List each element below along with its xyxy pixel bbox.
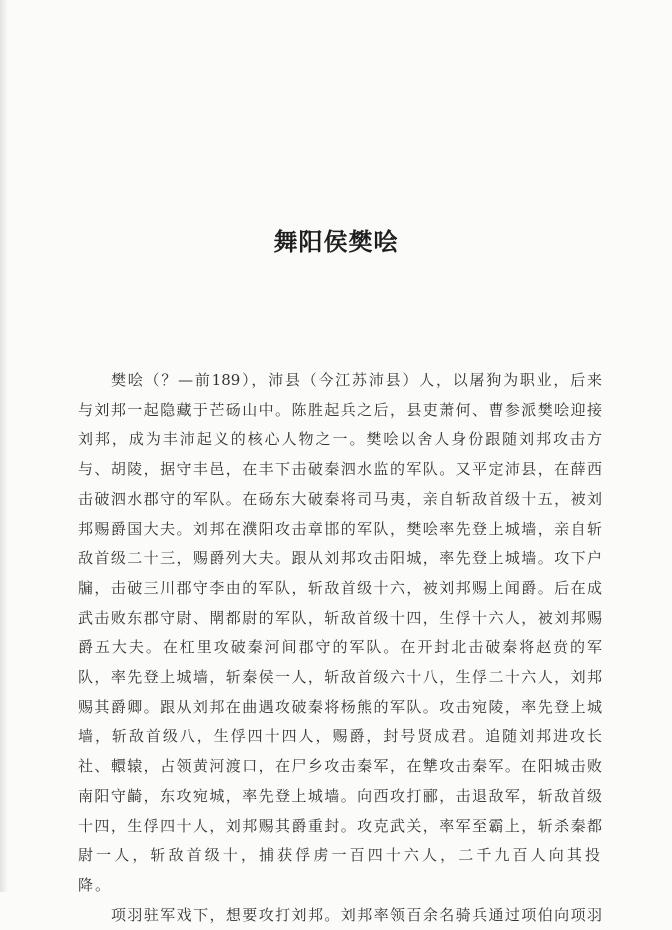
text-line: 与、胡陵，据守丰邑，在丰下击破秦泗水监的军队。又平定沛县，在薛西 xyxy=(78,460,602,479)
text-line: 队，率先登上城墙，斩秦侯一人，斩敌首级六十八，生俘二十六人，刘邦 xyxy=(78,668,602,687)
chapter-title: 舞阳侯樊哙 xyxy=(273,227,399,256)
text-line: 墙，斩敌首级八，生俘四十四人，赐爵，封号贤成君。追随刘邦进攻长 xyxy=(78,727,602,746)
text-line: 十四，生俘四十人，刘邦赐其爵重封。攻克武关，率军至霸上，斩杀秦都 xyxy=(78,816,602,835)
text-line: 牖，击破三川郡守李由的军队，斩敌首级十六，被刘邦赐上闻爵。后在成 xyxy=(78,578,602,597)
text-line: 武击败东郡守尉、閛都尉的军队，斩敌首级十四，生俘十六人，被刘邦赐 xyxy=(78,608,602,627)
body-text xyxy=(78,366,602,930)
text-line: 赐其爵卿。跟从刘邦在曲遇攻破秦将杨熊的军队。攻击宛陵，率先登上城 xyxy=(78,697,602,716)
text-line: 与刘邦一起隐藏于芒砀山中。陈胜起兵之后，县吏萧何、曹参派樊哙迎接 xyxy=(78,400,602,419)
text-line: 爵五大夫。在杠里攻破秦河间郡守的军队。在开封北击破秦将赵贲的军 xyxy=(78,638,602,657)
text-line: 刘邦，成为丰沛起义的核心人物之一。樊哙以舍人身份跟随刘邦攻击方 xyxy=(78,430,602,449)
text-line: 敌首级二十三，赐爵列大夫。跟从刘邦攻击阳城，率先登上城墙。攻下户 xyxy=(78,549,602,568)
text-line: 尉一人，斩敌首级十，捕获俘虏一百四十六人，二千九百人向其投降。 xyxy=(78,846,602,894)
text-line: 樊哙（？—前189），沛县（今江苏沛县）人，以屠狗为职业，后来 xyxy=(111,371,602,389)
text-line: 项羽驻军戏下，想要攻打刘邦。刘邦率领百余名骑兵通过项伯向项羽 xyxy=(111,905,602,924)
scan-edge-shadow xyxy=(0,0,8,892)
text-line: 邦赐爵国大夫。刘邦在濮阳攻击章邯的军队，樊哙率先登上城墙，亲自斩 xyxy=(78,519,602,538)
text-line: 社、轘辕，占领黄河渡口，在尸乡攻击秦军，在犨攻击秦军。在阳城击败 xyxy=(78,757,602,776)
text-line: 南阳守齮，东攻宛城，率先登上城墙。向西攻打郦，击退敌军，斩敌首级 xyxy=(78,786,602,805)
text-line: 击破泗水郡守的军队。在砀东大破秦将司马夷，亲自斩敌首级十五，被刘 xyxy=(78,489,602,508)
